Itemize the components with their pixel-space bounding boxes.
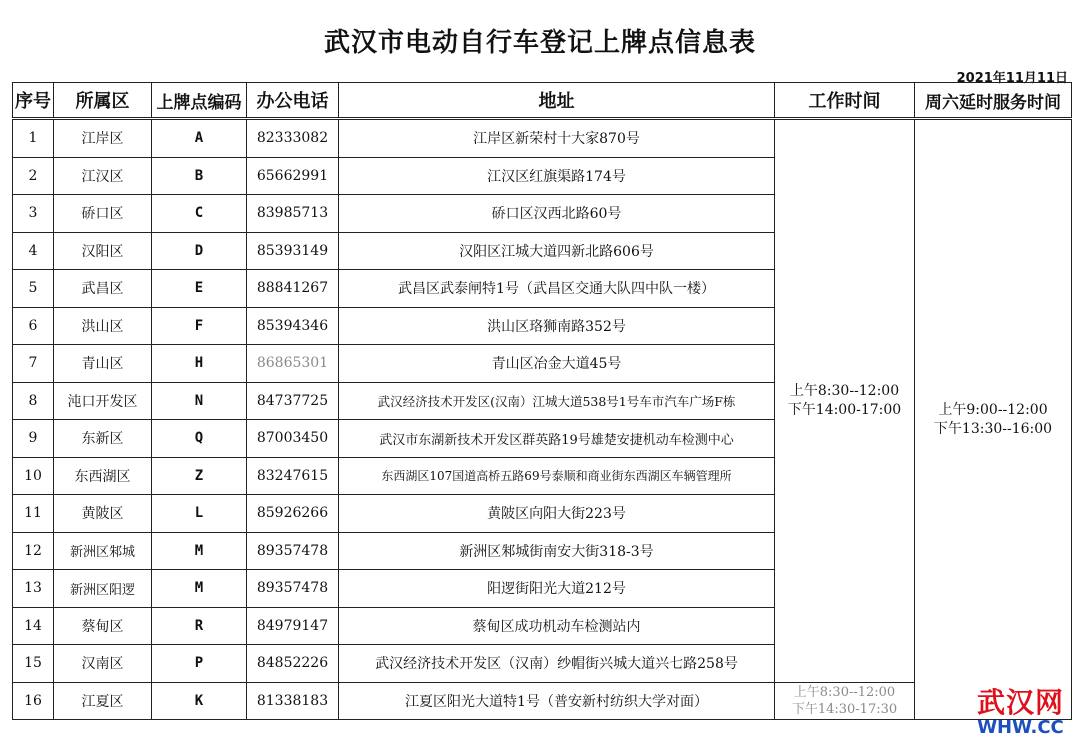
row-index: 14 — [13, 607, 54, 645]
row-code: M — [152, 570, 247, 608]
row-phone: 88841267 — [247, 270, 339, 308]
row-index: 12 — [13, 532, 54, 570]
row-index: 11 — [13, 495, 54, 533]
row-phone: 85926266 — [247, 495, 339, 533]
header-saturday-hours: 周六延时服务时间 — [915, 83, 1072, 119]
row-code: P — [152, 645, 247, 683]
table-row — [13, 119, 1072, 158]
row-address: 武汉市东湖新技术开发区群英路19号雄楚安捷机动车检测中心 — [339, 420, 775, 458]
work-hours-jiangxia-cell — [775, 682, 915, 720]
row-district: 黄陂区 — [54, 495, 152, 533]
header-address: 地址 — [339, 83, 775, 119]
row-district: 江夏区 — [54, 682, 152, 720]
row-phone: 83247615 — [247, 457, 339, 495]
row-code: H — [152, 345, 247, 383]
row-address: 新洲区邾城街南安大街318-3号 — [339, 532, 775, 570]
row-district: 沌口开发区 — [54, 382, 152, 420]
row-index: 8 — [13, 382, 54, 420]
row-address: 武汉经济技术开发区（汉南）纱帽街兴城大道兴七路258号 — [339, 645, 775, 683]
row-district: 东新区 — [54, 420, 152, 458]
row-phone: 85393149 — [247, 232, 339, 270]
row-address: 武昌区武泰闸特1号（武昌区交通大队四中队一楼） — [339, 270, 775, 308]
row-index: 5 — [13, 270, 54, 308]
row-phone: 84852226 — [247, 645, 339, 683]
row-phone: 89357478 — [247, 532, 339, 570]
row-phone: 87003450 — [247, 420, 339, 458]
row-district: 新洲区阳逻 — [54, 570, 152, 608]
table-header-row — [13, 83, 1072, 119]
row-phone: 82333082 — [247, 119, 339, 158]
row-district: 蔡甸区 — [54, 607, 152, 645]
registration-points-table — [12, 82, 1072, 720]
row-code: L — [152, 495, 247, 533]
row-address: 蔡甸区成功机动车检测站内 — [339, 607, 775, 645]
row-code: R — [152, 607, 247, 645]
row-index: 15 — [13, 645, 54, 683]
header-phone: 办公电话 — [247, 83, 339, 119]
row-index: 4 — [13, 232, 54, 270]
table-date: 2021年11月11日 — [956, 71, 1068, 86]
row-index: 3 — [13, 195, 54, 233]
saturday-hours-am: 上午9:00--12:00 — [938, 401, 1048, 418]
row-district: 新洲区邾城 — [54, 532, 152, 570]
row-code: B — [152, 157, 247, 195]
row-address: 青山区冶金大道45号 — [339, 345, 775, 383]
row-code: D — [152, 232, 247, 270]
row-code: N — [152, 382, 247, 420]
row-index: 7 — [13, 345, 54, 383]
row-code: E — [152, 270, 247, 308]
row-phone: 85394346 — [247, 307, 339, 345]
work-hours-am: 上午8:30--12:00 — [789, 382, 900, 399]
row-phone: 81338183 — [247, 682, 339, 720]
row-index: 10 — [13, 457, 54, 495]
row-code: F — [152, 307, 247, 345]
row-code: A — [152, 119, 247, 158]
saturday-hours-cell — [915, 119, 1072, 720]
row-district: 江汉区 — [54, 157, 152, 195]
row-phone: 84737725 — [247, 382, 339, 420]
header-district: 所属区 — [54, 83, 152, 119]
row-index: 6 — [13, 307, 54, 345]
jiangxia-hours-am: 上午8:30--12:00 — [793, 684, 896, 700]
watermark-chinese: 武汉网 — [976, 686, 1064, 719]
header-index: 序号 — [13, 83, 54, 119]
row-district: 东西湖区 — [54, 457, 152, 495]
row-district: 硚口区 — [54, 195, 152, 233]
row-code: K — [152, 682, 247, 720]
row-phone: 89357478 — [247, 570, 339, 608]
row-phone: 86865301 — [247, 345, 339, 383]
row-district: 汉南区 — [54, 645, 152, 683]
row-code: M — [152, 532, 247, 570]
work-hours-cell — [775, 119, 915, 683]
header-code: 上牌点编码 — [152, 83, 247, 119]
row-index: 2 — [13, 157, 54, 195]
row-address: 阳逻街阳光大道212号 — [339, 570, 775, 608]
row-district: 江岸区 — [54, 119, 152, 158]
work-hours-pm: 下午14:00-17:00 — [787, 401, 902, 418]
row-code: Z — [152, 457, 247, 495]
row-district: 武昌区 — [54, 270, 152, 308]
table-row — [13, 682, 1072, 720]
row-address: 黄陂区向阳大街223号 — [339, 495, 775, 533]
row-district: 青山区 — [54, 345, 152, 383]
row-code: C — [152, 195, 247, 233]
row-district: 洪山区 — [54, 307, 152, 345]
page-title: 武汉市电动自行车登记上牌点信息表 — [323, 28, 756, 58]
row-address: 江夏区阳光大道特1号（普安新村纺织大学对面） — [339, 682, 775, 720]
row-address: 江汉区红旗渠路174号 — [339, 157, 775, 195]
saturday-hours-pm: 下午13:30--16:00 — [933, 420, 1053, 437]
site-watermark — [977, 688, 1064, 738]
row-code: Q — [152, 420, 247, 458]
row-address: 硚口区汉西北路60号 — [339, 195, 775, 233]
watermark-latin: WHW.CC — [977, 717, 1064, 738]
row-address: 洪山区珞狮南路352号 — [339, 307, 775, 345]
row-address: 武汉经济技术开发区(汉南）江城大道538号1号车市汽车广场F栋 — [339, 382, 775, 420]
row-address: 江岸区新荣村十大家870号 — [339, 119, 775, 158]
row-address: 汉阳区江城大道四新北路606号 — [339, 232, 775, 270]
row-address: 东西湖区107国道高桥五路69号泰顺和商业街东西湖区车辆管理所 — [339, 457, 775, 495]
row-district: 汉阳区 — [54, 232, 152, 270]
jiangxia-hours-pm: 下午14:30-17:30 — [791, 701, 898, 717]
header-work-hours: 工作时间 — [775, 83, 915, 119]
row-phone: 65662991 — [247, 157, 339, 195]
row-index: 13 — [13, 570, 54, 608]
row-phone: 84979147 — [247, 607, 339, 645]
row-index: 16 — [13, 682, 54, 720]
row-index: 1 — [13, 119, 54, 158]
row-index: 9 — [13, 420, 54, 458]
row-phone: 83985713 — [247, 195, 339, 233]
